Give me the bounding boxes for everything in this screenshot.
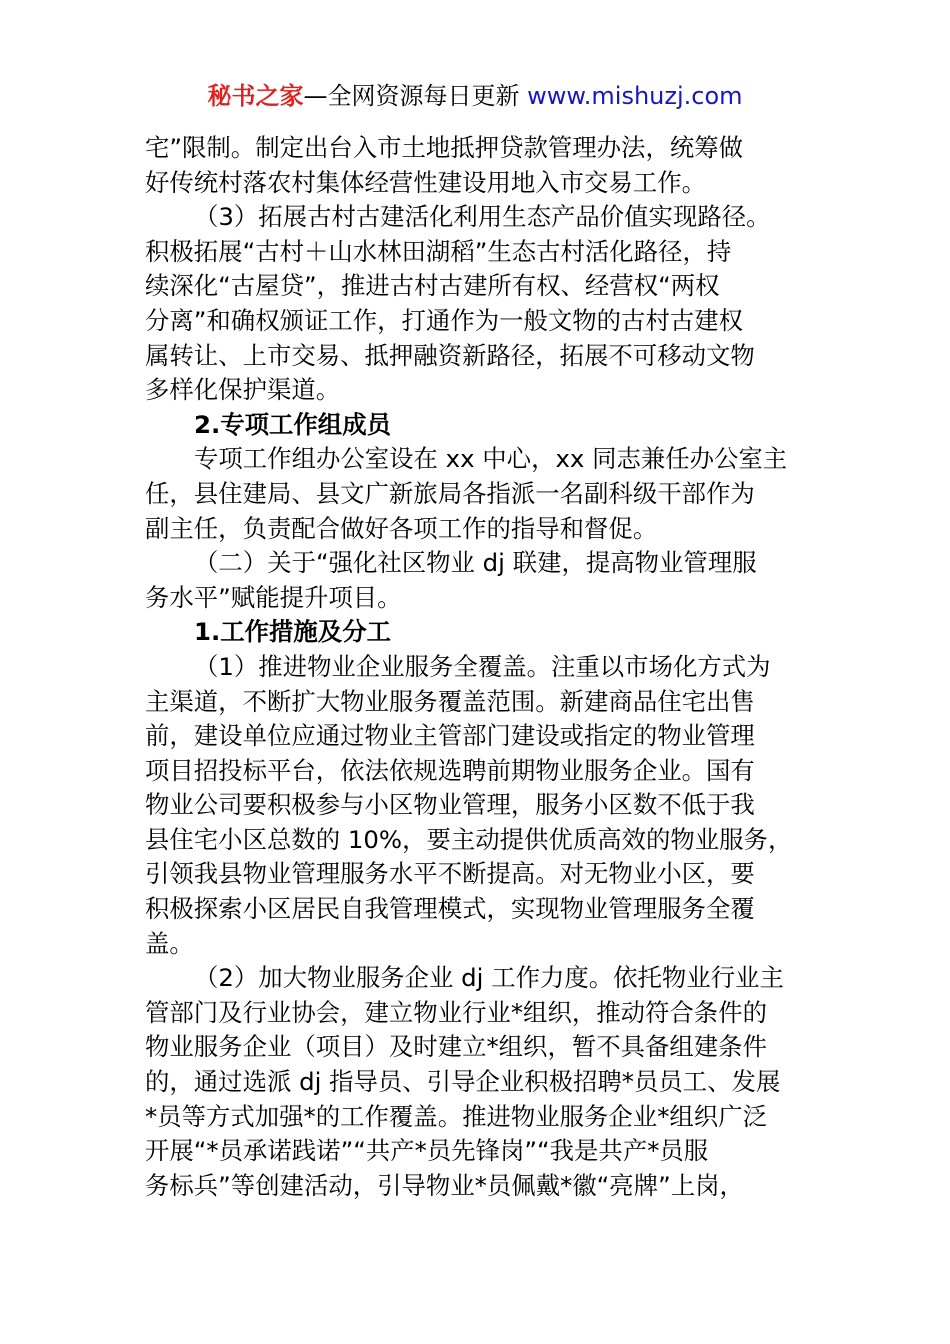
text-line: 积极拓展“古村＋山水林田湖稻”生态古村活化路径，持 [145, 236, 732, 266]
site-url-link[interactable]: www.mishuzj.com [527, 82, 743, 110]
text-line: 务水平”赋能提升项目。 [145, 582, 402, 612]
text-line: 续深化“古屋贷”，推进古村古建所有权、经营权“两权 [145, 271, 720, 301]
text-line: 前，建设单位应通过物业主管部门建设或指定的物业管理 [145, 721, 755, 751]
text-line: 分离”和确权颁证工作，打通作为一般文物的古村古建权 [145, 305, 744, 335]
text-line: 县住宅小区总数的 10%，要主动提供优质高效的物业服务， [145, 824, 793, 854]
paragraph-start: 专项工作组办公室设在 xx 中心，xx 同志兼任办公室主 [194, 444, 788, 474]
text-line: 主渠道，不断扩大物业服务覆盖范围。新建商品住宅出售 [145, 686, 755, 716]
text-line: 物业公司要积极参与小区物业管理，服务小区数不低于我 [145, 790, 755, 820]
site-header [0, 80, 950, 112]
text-line: 属转让、上市交易、抵押融资新路径，拓展不可移动文物 [145, 340, 755, 370]
text-line: *员等方式加强*的工作覆盖。推进物业服务企业*组织广泛 [145, 1101, 767, 1131]
paragraph-start: （3）拓展古村古建活化利用生态产品价值实现路径。 [194, 202, 771, 232]
document-body [145, 131, 825, 1203]
text-line: 管部门及行业协会，建立物业行业*组织，推动符合条件的 [145, 997, 767, 1027]
text-line: 项目招投标平台，依法依规选聘前期物业服务企业。国有 [145, 755, 755, 785]
paragraph-start: （二）关于“强化社区物业 dj 联建，提高物业管理服 [194, 548, 757, 578]
text-line: 的，通过选派 dj 指导员、引导企业积极招聘*员员工、发展 [145, 1067, 781, 1097]
text-line: 任，县住建局、县文广新旅局各指派一名副科级干部作为 [145, 478, 755, 508]
text-line: 宅”限制。制定出台入市土地抵押贷款管理办法，统筹做 [145, 133, 744, 162]
text-line: 多样化保护渠道。 [145, 375, 341, 405]
text-line: 副主任，负责配合做好各项工作的指导和督促。 [145, 513, 658, 543]
section-heading: 2.专项工作组成员 [194, 409, 391, 439]
paragraph-start: （1）推进物业企业服务全覆盖。注重以市场化方式为 [194, 651, 771, 681]
text-line: 好传统村落农村集体经营性建设用地入市交易工作。 [145, 167, 706, 197]
paragraph-start: （2）加大物业服务企业 dj 工作力度。依托物业行业主 [194, 963, 784, 993]
text-line: 引领我县物业管理服务水平不断提高。对无物业小区，要 [145, 859, 755, 889]
section-heading: 1.工作措施及分工 [194, 617, 391, 647]
text-line: 务标兵”等创建活动，引导物业*员佩戴*徽“亮牌”上岗， [145, 1170, 744, 1200]
site-tagline: —全网资源每日更新 [303, 82, 528, 110]
text-line: 积极探索小区居民自我管理模式，实现物业管理服务全覆 [145, 894, 755, 924]
text-line: 开展“*员承诺践诺”“共产*员先锋岗”“我是共产*员服 [145, 1136, 709, 1166]
text-line: 盖。 [145, 928, 194, 958]
text-line: 物业服务企业（项目）及时建立*组织，暂不具备组建条件 [145, 1032, 767, 1062]
site-brand: 秘书之家 [207, 82, 304, 110]
